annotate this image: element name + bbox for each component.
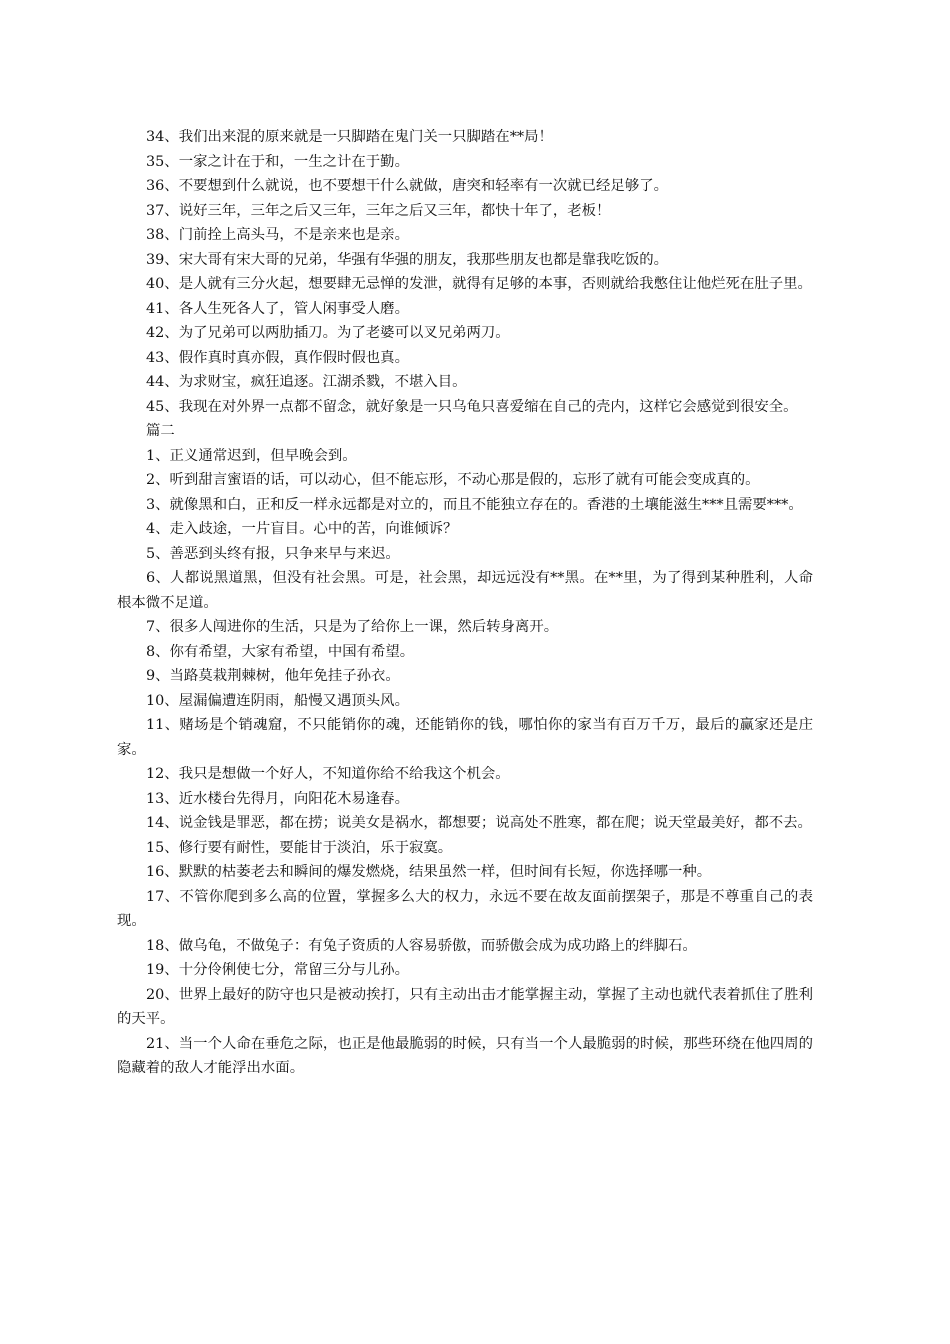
paragraph: 5、善恶到头终有报，只争来早与来迟。 xyxy=(146,545,400,562)
paragraph: 36、不要想到什么就说，也不要想干什么就做，唐突和轻率有一次就已经足够了。 xyxy=(146,178,668,194)
paragraph: 10、屋漏偏遭连阴雨，船慢又遇顶头风。 xyxy=(146,692,409,709)
paragraph: 12、我只是想做一个好人，不知道你给不给我这个机会。 xyxy=(146,766,510,782)
paragraph: 14、说金钱是罪恶，都在捞；说美女是祸水，都想要；说高处不胜寒，都在爬；说天堂最美好，都不去。 xyxy=(146,815,812,831)
paragraph: 16、默默的枯萎老去和瞬间的爆发燃烧，结果虽然一样，但时间有长短，你选择哪一种。 xyxy=(146,864,712,880)
paragraph: 2、听到甜言蜜语的话，可以动心，但不能忘形，不动心那是假的，忘形了就有可能会变成真的。 xyxy=(146,472,760,488)
paragraph: 15、修行要有耐性，要能甘于淡泊，乐于寂寞。 xyxy=(146,839,453,856)
paragraph: 11、赌场是个销魂窟，不只能销你的魂，还能销你的钱，哪怕你的家当有百万千万，最后的赢家还是庄家。 xyxy=(117,717,813,758)
document-body xyxy=(117,125,813,1081)
paragraph: 42、为了兄弟可以两肋插刀。为了老婆可以叉兄弟两刀。 xyxy=(146,325,510,341)
paragraph: 43、假作真时真亦假，真作假时假也真。 xyxy=(146,349,409,366)
section-heading: 篇二 xyxy=(146,423,175,439)
paragraph: 7、很多人闯进你的生活，只是为了给你上一课，然后转身离开。 xyxy=(146,619,559,635)
paragraph: 20、世界上最好的防守也只是被动挨打，只有主动出击才能掌握主动，掌握了主动也就代表着抓住了胜利的天平。 xyxy=(117,986,813,1027)
paragraph: 44、为求财宝，疯狂追逐。江湖杀戮，不堪入目。 xyxy=(146,374,467,390)
paragraph: 38、门前拴上高头马，不是亲来也是亲。 xyxy=(146,227,409,243)
paragraph: 17、不管你爬到多么高的位置，掌握多么大的权力，永远不要在故友面前摆架子，那是不尊重自己的表现。 xyxy=(117,888,813,929)
paragraph: 18、做乌龟，不做兔子：有兔子资质的人容易骄傲，而骄傲会成为成功路上的绊脚石。 xyxy=(146,937,697,954)
paragraph: 39、宋大哥有宋大哥的兄弟，华强有华强的朋友，我那些朋友也都是靠我吃饭的。 xyxy=(146,251,668,268)
paragraph: 3、就像黑和白，正和反一样永远都是对立的，而且不能独立存在的。香港的土壤能滋生***且需要***。 xyxy=(146,496,803,513)
paragraph: 37、说好三年，三年之后又三年，三年之后又三年，都快十年了，老板！ xyxy=(146,202,611,219)
paragraph: 9、当路莫栽荆棘树，他年免挂子孙衣。 xyxy=(146,668,400,684)
paragraph: 6、人都说黑道黑，但没有社会黑。可是，社会黑，却远远没有**黑。在**里，为了得到某种胜利，人命根本微不足道。 xyxy=(117,570,813,611)
paragraph: 8、你有希望，大家有希望，中国有希望。 xyxy=(146,643,415,660)
paragraph: 21、当一个人命在垂危之际，也正是他最脆弱的时候，只有当一个人最脆弱的时候，那些环绕在他四周的隐藏着的敌人才能浮出水面。 xyxy=(117,1035,813,1076)
paragraph: 35、一家之计在于和，一生之计在于勤。 xyxy=(146,153,409,170)
paragraph: 19、十分伶俐使七分，常留三分与儿孙。 xyxy=(146,962,409,978)
paragraph: 4、走入歧途，一片盲目。心中的苦，向谁倾诉？ xyxy=(146,521,458,537)
paragraph: 13、近水楼台先得月，向阳花木易逢春。 xyxy=(146,790,409,807)
paragraph: 41、各人生死各人了，管人闲事受人磨。 xyxy=(146,300,409,317)
paragraph: 1、正义通常迟到，但早晚会到。 xyxy=(146,447,357,464)
paragraph: 45、我现在对外界一点都不留念，就好象是一只乌龟只喜爱缩在自己的壳内，这样它会感觉到很安全。 xyxy=(146,398,798,415)
paragraph: 34、我们出来混的原来就是一只脚踏在鬼门关一只脚踏在**局！ xyxy=(146,129,553,145)
paragraph: 40、是人就有三分火起，想要肆无忌惮的发泄，就得有足够的本事，否则就给我憋住让他烂死在肚子里。 xyxy=(146,276,812,292)
